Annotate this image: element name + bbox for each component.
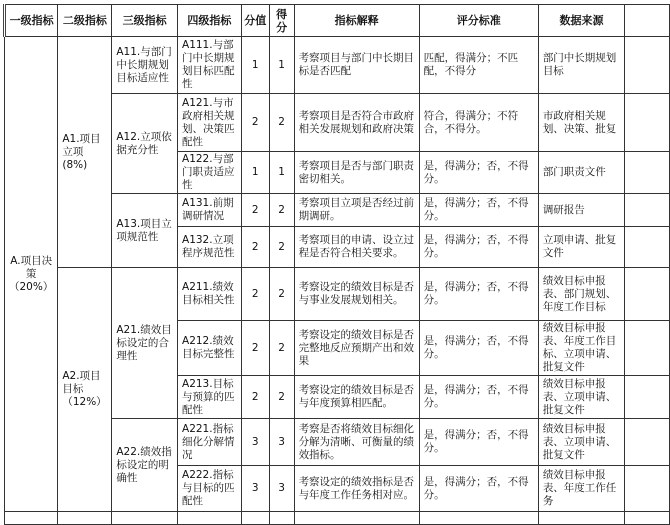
level1-cell: A.项目决策（20%） <box>5 37 58 512</box>
got-cell: 2 <box>269 376 294 419</box>
level3-cell-a12: A12.立项依据充分性 <box>112 94 178 194</box>
extra-cell <box>625 376 670 419</box>
score-cell: 2 <box>241 268 269 321</box>
level3-cell-a13: A13.项目立项规范性 <box>112 194 178 268</box>
got-cell: 1 <box>269 37 294 94</box>
extra-cell <box>625 37 670 94</box>
header-level4: 四级指标 <box>178 5 242 37</box>
table-row-cutoff <box>5 512 670 525</box>
cutoff-cell <box>625 512 670 525</box>
level4-cell: A221.指标细化分解情况 <box>178 419 242 466</box>
explain-cell: 考察项目是否符合市政府相关发展规划和政府决策 <box>294 94 419 152</box>
got-cell: 3 <box>269 466 294 512</box>
extra-cell <box>625 321 670 376</box>
standard-cell: 符合，得满分；不符合，不得分。 <box>419 94 538 152</box>
standard-cell: 是，得满分；否，不得分。 <box>419 152 538 194</box>
score-cell: 3 <box>241 419 269 466</box>
header-explain: 指标解释 <box>294 5 419 37</box>
level4-cell: A211.绩效目标相关性 <box>178 268 242 321</box>
source-cell: 绩效目标申报表、部门规划、年度工作目标 <box>538 268 624 321</box>
standard-cell: 是，得满分；否，不得分。 <box>419 376 538 419</box>
score-cell: 2 <box>241 227 269 268</box>
standard-cell: 是，得满分；否，不得分。 <box>419 194 538 227</box>
score-cell: 3 <box>241 466 269 512</box>
table-row <box>5 268 670 321</box>
level2-cell-a1: A1.项目立项(8%) <box>58 37 112 268</box>
cutoff-cell <box>241 512 269 525</box>
level3-cell-a22: A22.绩效指标设定的明确性 <box>112 419 178 512</box>
level2-cell-a2: A2.项目目标（12%） <box>58 268 112 512</box>
explain-cell: 考察项目立项是否经过前期调研。 <box>294 194 419 227</box>
header-score: 分值 <box>241 5 269 37</box>
level4-cell: A132.立项程序规范性 <box>178 227 242 268</box>
source-cell: 立项申请、批复文件 <box>538 227 624 268</box>
source-cell: 绩效目标申报表、立项申请、批复文件 <box>538 419 624 466</box>
cutoff-cell <box>269 512 294 525</box>
explain-cell: 考察设定的绩效目标是否与事业发展规划相关。 <box>294 268 419 321</box>
got-cell: 2 <box>269 268 294 321</box>
got-cell: 2 <box>269 194 294 227</box>
source-cell: 调研报告 <box>538 194 624 227</box>
standard-cell: 是，得满分；否，不得分。 <box>419 466 538 512</box>
extra-cell <box>625 194 670 227</box>
level4-cell: A111.与部门中长期规划目标匹配性 <box>178 37 242 94</box>
cutoff-cell <box>112 512 178 525</box>
level3-cell-a21: A21.绩效目标设定的合理性 <box>112 268 178 419</box>
cutoff-cell <box>419 512 538 525</box>
got-cell: 2 <box>269 94 294 152</box>
source-cell: 绩效目标申报表、年度工作目标、立项申请、批复文件 <box>538 321 624 376</box>
cutoff-cell <box>58 512 112 525</box>
header-level2: 二级指标 <box>58 5 112 37</box>
header-standard: 评分标准 <box>419 5 538 37</box>
header-extra <box>625 5 670 37</box>
source-cell: 绩效目标申报表、立项申请、批复文件 <box>538 376 624 419</box>
explain-cell: 考察项目与部门中长期目标是否匹配 <box>294 37 419 94</box>
header-level1: 一级指标 <box>5 5 58 37</box>
explain-cell: 考察项目的申请、设立过程是否符合相关要求。 <box>294 227 419 268</box>
explain-cell: 考察设定的绩效指标是否与年度工作任务相对应。 <box>294 466 419 512</box>
cutoff-cell <box>538 512 624 525</box>
score-cell: 1 <box>241 37 269 94</box>
header-row <box>5 5 670 37</box>
extra-cell <box>625 227 670 268</box>
header-source: 数据来源 <box>538 5 624 37</box>
evaluation-index-table <box>3 4 670 525</box>
level3-cell-a11: A11.与部门中长期规划目标适应性 <box>112 37 178 94</box>
cutoff-cell <box>294 512 419 525</box>
cutoff-cell <box>5 512 58 525</box>
standard-cell: 是，得满分；否，不得分。 <box>419 227 538 268</box>
explain-cell: 考察是否将绩效目标细化分解为清晰、可衡量的绩效指标。 <box>294 419 419 466</box>
level4-cell: A122.与部门职责适应性 <box>178 152 242 194</box>
extra-cell <box>625 152 670 194</box>
score-cell: 2 <box>241 376 269 419</box>
got-cell: 2 <box>269 321 294 376</box>
explain-cell: 考察项目是否与部门职责密切相关。 <box>294 152 419 194</box>
score-cell: 1 <box>241 152 269 194</box>
level4-cell: A131.前期调研情况 <box>178 194 242 227</box>
extra-cell <box>625 94 670 152</box>
explain-cell: 考察设定的绩效目标是否完整地反应预期产出和效果 <box>294 321 419 376</box>
score-cell: 2 <box>241 321 269 376</box>
level4-cell: A121.与市政府相关规划、决策匹配性 <box>178 94 242 152</box>
score-cell: 2 <box>241 194 269 227</box>
header-got: 得分 <box>269 5 294 37</box>
score-cell: 2 <box>241 94 269 152</box>
source-cell: 市政府相关规划、决策、批复 <box>538 94 624 152</box>
cutoff-cell <box>178 512 242 525</box>
explain-cell: 考察设定的绩效目标是否与年度预算相匹配。 <box>294 376 419 419</box>
extra-cell <box>625 419 670 466</box>
level4-cell: A222.指标与目标的匹配性 <box>178 466 242 512</box>
extra-cell <box>625 466 670 512</box>
header-level3: 三级指标 <box>112 5 178 37</box>
level4-cell: A212.绩效目标完整性 <box>178 321 242 376</box>
standard-cell: 是，得满分；否，不得分。 <box>419 419 538 466</box>
source-cell: 绩效目标申报表、年度工作任务 <box>538 466 624 512</box>
table-row <box>5 37 670 94</box>
standard-cell: 匹配，得满分；不匹配，不得分 <box>419 37 538 94</box>
standard-cell: 是，得满分；否，不得分。 <box>419 268 538 321</box>
source-cell: 部门职责文件 <box>538 152 624 194</box>
got-cell: 3 <box>269 419 294 466</box>
standard-cell: 是，得满分；否，不得分。 <box>419 321 538 376</box>
got-cell: 2 <box>269 227 294 268</box>
source-cell: 部门中长期规划目标 <box>538 37 624 94</box>
level4-cell: A213.目标与预算的匹配性 <box>178 376 242 419</box>
extra-cell <box>625 268 670 321</box>
got-cell: 1 <box>269 152 294 194</box>
